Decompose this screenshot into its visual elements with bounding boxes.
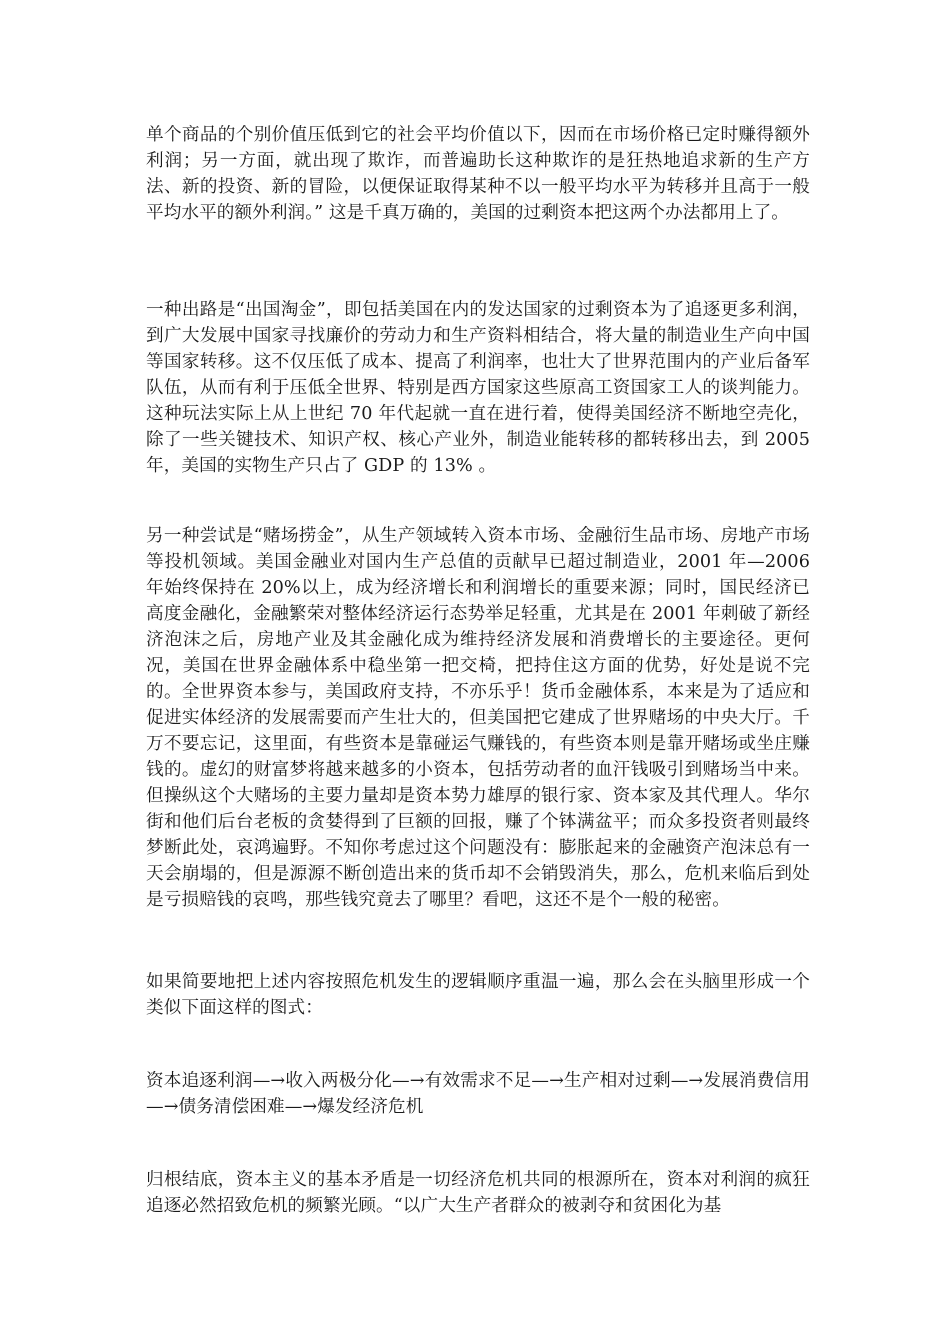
paragraph-casino-gold: 另一种尝试是“赌场捞金”，从生产领域转入资本市场、金融衍生品市场、房地产市场等投机领域。美国金融业对国内生产总值的贡献早已超过制造业，2001 年—2006 年始终保持在 20%以上，成为经济增长和利润增长的重要来源；同时，国民经济已高度金融化，金融繁荣对整体经济运行态势举足轻重，尤其是在 2001 年刺破了新经济泡沫之后，房地产业及其金融化成为维持经济发展和消费增长的主要途径。更何况，美国在世界金融体系中稳坐第一把交椅，把持住这方面的优势，好处是说不完的。全世界资本参与，美国政府支持，不亦乐乎！货币金融体系，本来是为了适应和促进实体经济的发展需要而产生壮大的，但美国把它建成了世界赌场的中央大厅。千万不要忘记，这里面，有些资本是靠碰运气赚钱的，有些资本则是靠开赌场或坐庄赚钱的。虚幻的财富梦将越来越多的小资本，包括劳动者的血汗钱吸引到赌场当中来。但操纵这个大赌场的主要力量却是资本势力雄厚的银行家、资本家及其代理人。华尔街和他们后台老板的贪婪得到了巨额的回报，赚了个钵满盆平；而众多投资者则最终梦断此处，哀鸿遍野。不知你考虑过这个问题没有：膨胀起来的金融资产泡沫总有一天会崩塌的，但是源源不断创造出来的货币却不会销毁消失，那么，危机来临后到处是亏损赔钱的哀鸣，那些钱究竟去了哪里？看吧，这还不是个一般的秘密。 <box>146 526 810 910</box>
crisis-chain-diagram: 资本追逐利润—→收入两极分化—→有效需求不足—→生产相对过剩—→发展消费信用—→债务清偿困难—→爆发经济危机 <box>146 1071 810 1117</box>
paragraph-overseas-gold: 一种出路是“出国淘金”，即包括美国在内的发达国家的过剩资本为了追逐更多利润，到广大发展中国家寻找廉价的劳动力和生产资料相结合，将大量的制造业生产向中国等国家转移。这不仅压低了成本、提高了利润率，也壮大了世界范围内的产业后备军队伍，从而有利于压低全世界、特别是西方国家这些原高工资国家工人的谈判能力。这种玩法实际上从上世纪 70 年代起就一直在进行着，使得美国经济不断地空壳化，除了一些关键技术、知识产权、核心产业外，制造业能转移的都转移出去，到 2005 年，美国的实物生产只占了 GDP 的 13% 。 <box>146 300 810 476</box>
paragraph-logic-review: 如果简要地把上述内容按照危机发生的逻辑顺序重温一遍，那么会在头脑里形成一个类似下面这样的图式： <box>146 972 810 1018</box>
paragraph-root-cause: 归根结底，资本主义的基本矛盾是一切经济危机共同的根源所在，资本对利润的疯狂追逐必然招致危机的频繁光顾。“以广大生产者群众的被剥夺和贫困化为基 <box>146 1170 810 1216</box>
paragraph-excess-profit: 单个商品的个别价值压低到它的社会平均价值以下，因而在市场价格已定时赚得额外利润；另一方面，就出现了欺诈，而普遍助长这种欺诈的是狂热地追求新的生产方法、新的投资、新的冒险，以便保证取得某种不以一般平均水平为转移并且高于一般平均水平的额外利润。” 这是千真万确的，美国的过剩资本把这两个办法都用上了。 <box>146 125 810 223</box>
